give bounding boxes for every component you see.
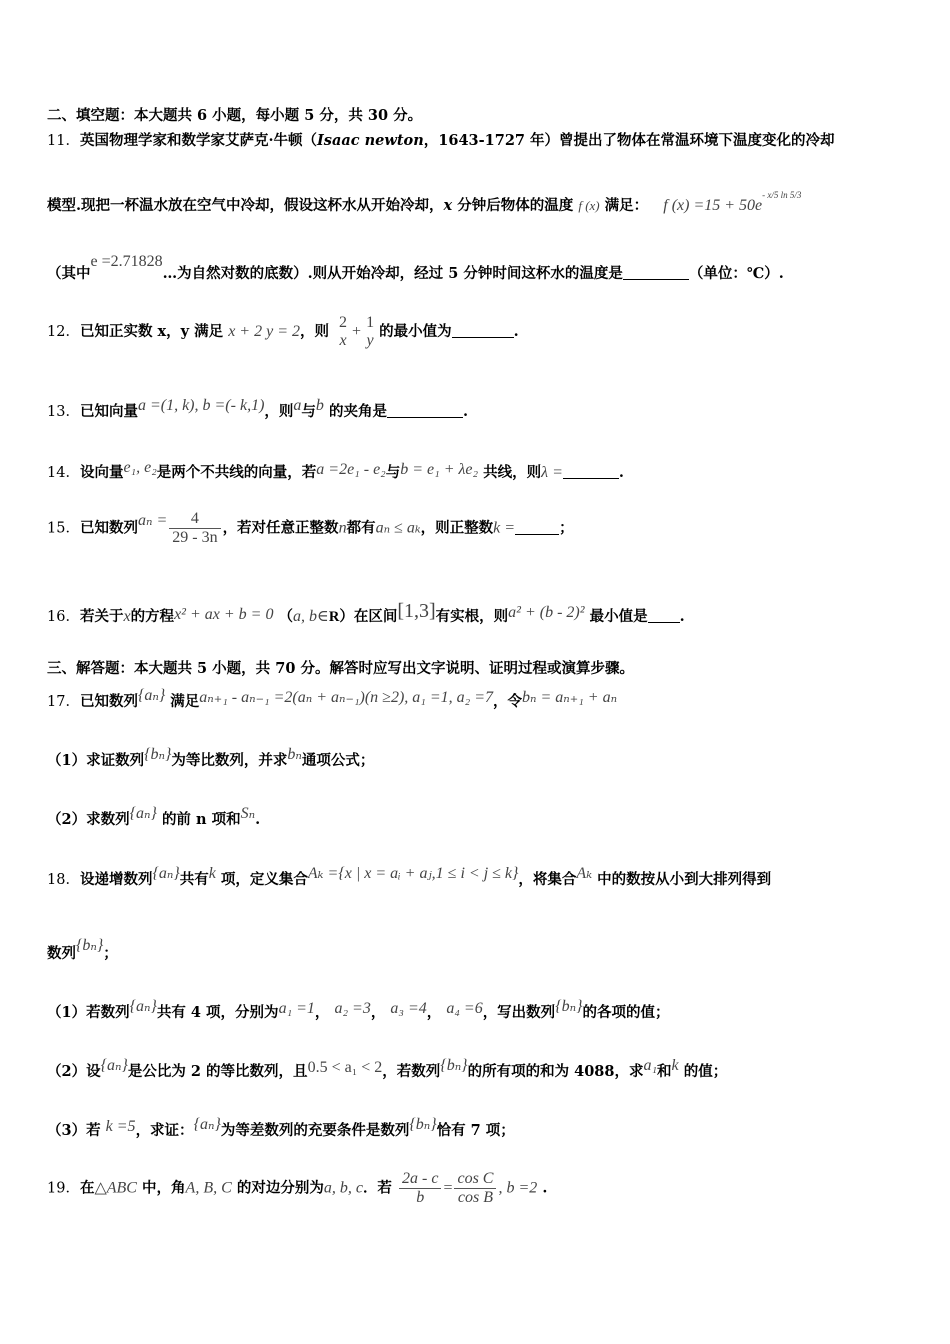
q13-end: . [462,403,469,420]
q12-number: 12． [47,324,80,340]
q18-part-1: （1）若数列{aₙ}共有 4 项，分别为a₁ =1， a₂ =3， a₃ =4， a₄ =6，写出数列{bₙ}的各项的值； [47,998,670,1021]
q12-end: . [513,323,519,340]
q11-text: （单位：℃）. [688,265,784,282]
q17-p2-text: 的前 n 项和 [161,811,241,828]
a1-label: a₁ [643,1057,658,1074]
q18-p3-text: （3）若 [47,1122,101,1139]
q18-line-1 [47,865,772,889]
q19-number: 19． [47,1180,80,1197]
vector-b: b [315,397,324,414]
q17-part-1 [47,746,375,770]
q16-text: 最小值是 [589,608,648,625]
q14-answer-blank[interactable] [563,464,619,480]
q18-seq-a: {aₙ} [129,998,157,1015]
q18-seq-a: {aₙ} [100,1057,128,1074]
q15-text: ，若对任意正整数 [222,519,339,537]
q19-text: 在 [79,1179,95,1197]
b-equals-2: , b =2 [498,1179,538,1197]
q18-p2-text: 是公比为 2 的等比数列，且 [127,1063,308,1080]
q17-text: 满足 [170,693,200,710]
q19-text: 中，角 [142,1179,186,1197]
q18-p3-text: ，求证： [135,1122,194,1139]
k-label: k = [493,519,516,537]
q17-p2-text: （2）求数列 [47,811,130,828]
q17-p2-text: . [255,811,261,828]
q16-line [47,600,685,627]
a4-value: a₄ =6 [446,1000,483,1017]
q12-text: 的最小值为 [379,323,452,340]
q14-text: 共线，则 [483,464,542,481]
q13-text: 已知向量 [79,403,138,420]
q13-number: 13． [47,404,80,420]
q18-text: 设递增数列 [79,871,153,888]
q11-text: ，1643-1727 年）曾提出了物体在常温环境下温度变化的冷却 [423,132,835,149]
q16-number: 16． [47,609,80,625]
q18-p2-text: 的值； [683,1063,728,1080]
q12-line [47,314,519,350]
q16-text: 若关于 [79,608,124,625]
q18-p1-text: ，写出数列 [482,1004,556,1021]
k-equals-5: k =5 [105,1118,136,1135]
cooling-formula: f (x) =15 + 50e [663,197,763,214]
q17-seq-a: {aₙ} [137,687,166,704]
q13-vectors: a =(1, k), b =(- k,1) [137,397,265,414]
cooling-exponent: - x/5 ln 5/3 [762,190,802,200]
q15-end: ； [559,519,574,537]
q14-text: 设向量 [79,464,124,481]
section-3-header: 三、解答题：本大题共 5 小题，共 70 分。解答时应写出文字说明、证明过程或演算步骤。 [47,660,634,677]
q18-p1-text: 共有 4 项，分别为 [156,1004,279,1021]
q18-p2-text: 的所有项的和为 4088，求 [467,1063,644,1080]
q19-fraction-right: $\frac{\text{cos C}}{\text{cos B}}$ [454,1170,496,1207]
q18-p3-text: 为等差数列的充要条件是数列 [220,1122,410,1139]
q17-bn-definition: bₙ = aₙ₊₁ + aₙ [522,689,618,706]
triangle-abc: △ABC [94,1179,137,1197]
q19-text: 的对边分别为 [236,1179,324,1197]
q18-text: ； [103,945,118,962]
q15-text: 都有 [346,519,376,537]
q11-text: 模型.现把一杯温水放在空气中冷却，假设这杯水从开始冷却， [47,197,444,214]
q13-text: 的夹角是 [328,403,387,420]
q14-vector-b: b = e₁ + λe₂ [400,461,479,478]
q17-seq-b: {bₙ} [144,746,172,763]
q15-text: 已知数列 [79,519,138,537]
q15-text: ，则正整数 [420,519,494,537]
q18-seq-a: {aₙ} [193,1116,221,1133]
q14-text: 与 [385,464,401,481]
q18-text: ，将集合 [518,871,577,888]
q16-equation: x² + ax + b = 0 [174,606,274,623]
q19-angles: A, B, C [185,1179,232,1197]
q17-seq-a: {aₙ} [129,805,157,822]
q15-answer-blank[interactable] [515,519,559,535]
a3-value: a₃ =4 [390,1000,427,1017]
q18-seq-b: {bₙ} [440,1057,468,1074]
var-k: k [671,1057,679,1074]
q19-text: ．若 [362,1179,392,1197]
q17-bn: bₙ [287,746,302,763]
q18-p2-text: （2）设 [47,1063,101,1080]
section-2-header: 二、填空题：本大题共 6 小题，每小题 5 分，共 30 分。 [47,107,423,124]
q14-vector-a: a =2e₁ - e₂ [316,461,386,478]
fraction-2-over-x: 2 x [339,314,348,349]
q15-an-label: aₙ = [137,511,168,529]
var-x: x [123,608,131,625]
q17-recurrence: aₙ₊₁ - aₙ₋₁ =2(aₙ + aₙ₋₁)(n ≥2), a₁ =1, a₂ =7 [199,689,493,706]
q18-text: 共有 [179,871,209,888]
q17-part-2 [47,805,261,829]
q14-end: . [618,464,624,481]
q16-text: 的方程 [130,608,175,625]
q18-set-definition: Aₖ ={x | x = aᵢ + aⱼ,1 ≤ i < j ≤ k} [307,865,519,882]
q11-line-2 [47,190,801,215]
q17-number: 17． [47,694,80,710]
q16-text: （ [278,608,294,625]
q14-basis-vectors: e₁, e₂ [123,459,157,476]
q17-line [47,687,618,711]
q17-text: 已知数列 [79,693,138,710]
q18-text: 中的数按从小到大排列得到 [597,871,772,888]
q16-interval: [1,3] [397,600,436,622]
var-k: k [208,865,216,882]
q18-text: 数列 [47,945,76,962]
q16-text: ）在区间 [339,608,398,625]
vector-a: a [293,397,302,414]
q18-text: 项，定义集合 [220,871,308,888]
q11-line-1 [47,129,835,150]
q13-text: ，则 [264,403,294,420]
q18-part-2 [47,1057,728,1081]
q14-text: 是两个不共线的向量，若 [156,464,317,481]
fx-label: f (x) [578,198,600,213]
q15-inequality: aₙ ≤ aₖ [375,519,421,537]
q17-sn: Sₙ [240,805,256,822]
q18-line-2 [47,937,118,963]
q18-p2-text: ，若数列 [382,1063,441,1080]
q11-line-3 [47,253,784,283]
var-x: x [443,197,453,214]
q12-answer-blank[interactable] [452,323,514,339]
q11-answer-blank[interactable] [623,265,689,281]
fraction-1-over-y: 1 y [366,314,375,349]
q18-a1-range: 0.5 < a₁ < 2 [307,1059,383,1076]
q13-line [47,397,469,421]
a2-value: a₂ =3 [334,1000,371,1017]
q11-text: 英国物理学家和数学家艾萨克·牛顿（ [79,132,317,149]
q17-p1-text: 通项公式； [301,752,375,769]
q15-line [47,510,574,547]
q18-p2-text: 和 [657,1063,672,1080]
q16-text: 有实根，则 [435,608,509,625]
q18-part-3 [47,1116,515,1140]
q18-p3-text: 恰有 7 项； [436,1122,515,1139]
equals-sign: = [443,1179,453,1197]
q19-end: . [542,1179,548,1197]
q17-p1-text: 为等比数列，并求 [171,752,288,769]
q15-fraction: $\frac{4}{29 - 3n}$ [169,510,220,547]
q16-answer-blank[interactable] [648,608,680,624]
q18-p1-text: （1）若数列 [47,1004,130,1021]
q17-text: ，令 [493,693,522,710]
q18-seq-a: {aₙ} [152,865,180,882]
q16-end: . [679,608,685,625]
q18-p1-text: 的各项的值； [582,1004,670,1021]
q19-sides: a, b, c [323,1179,363,1197]
q18-seq-b: {bₙ} [409,1116,437,1133]
q12-condition: x + 2 y = 2 [228,323,300,340]
q16-expression: a² + (b - 2)² [508,604,585,621]
lambda-label: λ = [541,464,563,481]
q11-number: 11． [47,133,80,149]
q14-line [47,461,624,482]
q18-seq-b: {bₙ} [555,998,583,1015]
var-n: n [338,519,347,537]
q17-p1-text: （1）求证数列 [47,752,145,769]
q11-text: 分钟后物体的温度 [452,197,574,214]
newton-name: Isaac newton [317,132,424,149]
q11-text: …为自然对数的底数）.则从开始冷却，经过 5 分钟时间这杯水的温度是 [162,265,623,282]
q11-text: （其中 [47,265,91,282]
real-numbers-symbol: R [328,609,340,625]
q15-number: 15． [47,520,80,537]
q16-ab: a, b∈ [293,608,329,625]
q11-text: 满足： [599,197,649,214]
q13-text: 与 [301,403,316,420]
e-value: e =2.71828 [90,253,163,270]
q14-number: 14． [47,465,80,481]
q18-seq-b: {bₙ} [76,937,104,954]
q18-set-Ak: Aₖ [576,865,593,882]
q13-answer-blank[interactable] [387,403,463,419]
q12-text: 已知正实数 x，y 满足 [79,323,224,340]
a1-value: a₁ =1 [278,1000,315,1017]
q18-number: 18． [47,872,80,888]
plus-sign: + [352,323,362,340]
q12-text: ，则 [299,323,329,340]
q19-line [47,1170,547,1207]
q19-fraction-left: $\frac{2a - c}{b}$ [399,1170,441,1207]
